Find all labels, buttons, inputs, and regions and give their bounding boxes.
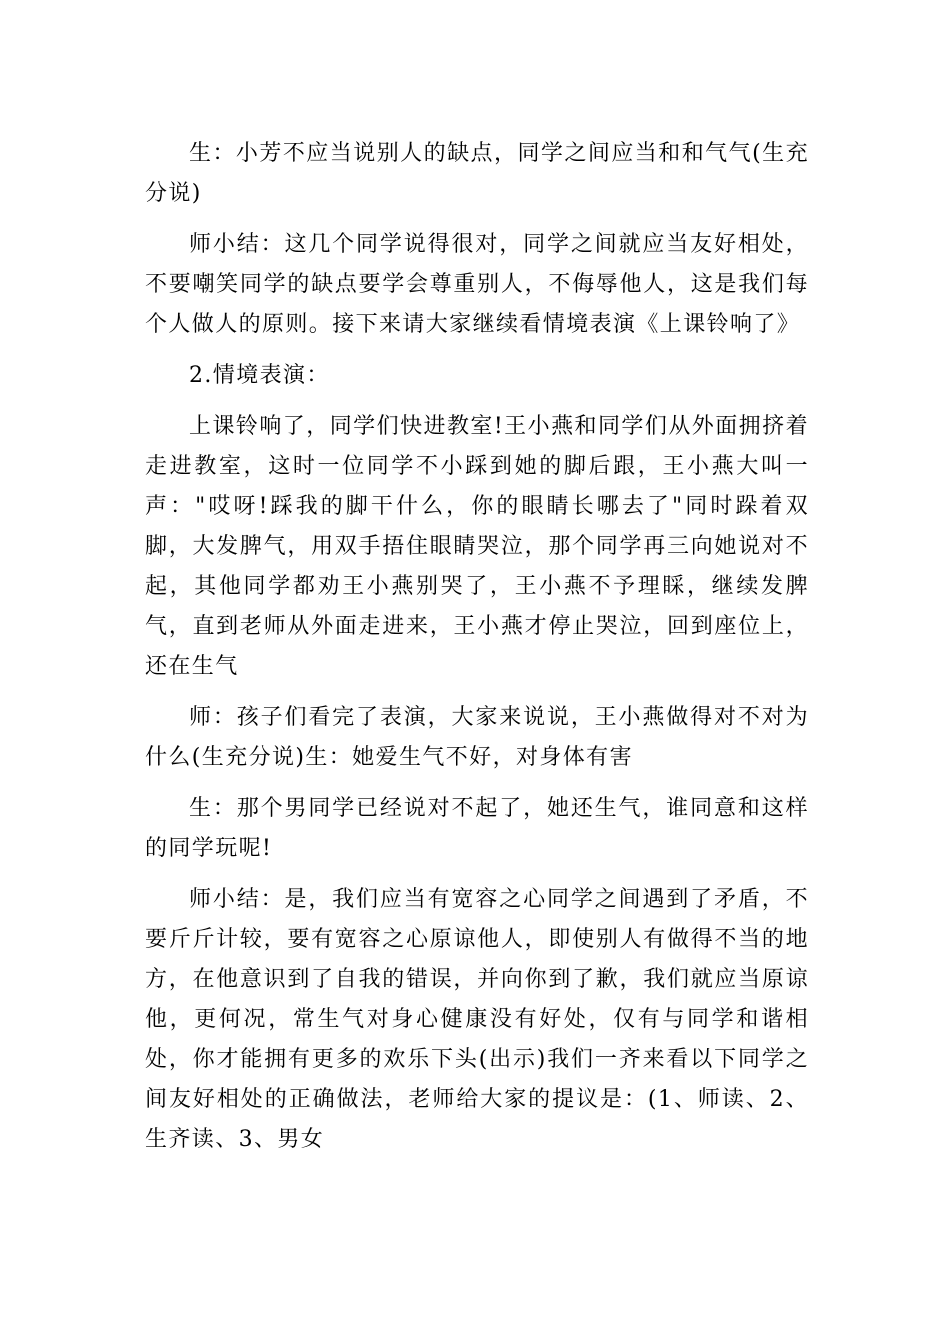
paragraph-section-heading: 2.情境表演： — [189, 363, 330, 388]
paragraph-teacher-question: 师：孩子们看完了表演，大家来说说，王小燕做得对不对为什么(生充分说)生：她爱生气不好，对身体有害 — [145, 705, 809, 770]
paragraph-scenario: 上课铃响了，同学们快进教室!王小燕和同学们从外面拥挤着走进教室，这时一位同学不小踩到她的脚后跟，王小燕大叫一声："哎呀!踩我的脚干什么，你的眼睛长哪去了"同时跺着双脚，大发脾气，用双手捂住眼睛哭泣，那个同学再三向她说对不起，其他同学都劝王小燕别哭了，王小燕不予理睬，继续发脾气，直到老师从外面走进来，王小燕才停止哭泣，回到座位上，还在生气 — [145, 414, 809, 679]
paragraph-student-answer-2: 生：那个男同学已经说对不起了，她还生气，谁同意和这样的同学玩呢! — [145, 796, 809, 861]
paragraph-teacher-summary-2: 师小结：是，我们应当有宽容之心同学之间遇到了矛盾，不要斤斤计较，要有宽容之心原谅他人，即使别人有做得不当的地方，在他意识到了自我的错误，并向你到了歉，我们就应当原谅他，更何况，常生气对身心健康没有好处，仅有与同学和谐相处，你才能拥有更多的欢乐下头(出示)我们一齐来看以下同学之间友好相处的正确做法，老师给大家的提议是：(1、师读、2、生齐读、3、男女 — [145, 887, 809, 1152]
paragraph-teacher-summary-1: 师小结：这几个同学说得很对，同学之间就应当友好相处，不要嘲笑同学的缺点要学会尊重别人，不侮辱他人，这是我们每个人做人的原则。接下来请大家继续看情境表演《上课铃响了》 — [145, 232, 809, 337]
paragraph-student-answer-1: 生：小芳不应当说别人的缺点，同学之间应当和和气气(生充分说) — [145, 141, 809, 206]
document-body — [145, 134, 809, 1160]
